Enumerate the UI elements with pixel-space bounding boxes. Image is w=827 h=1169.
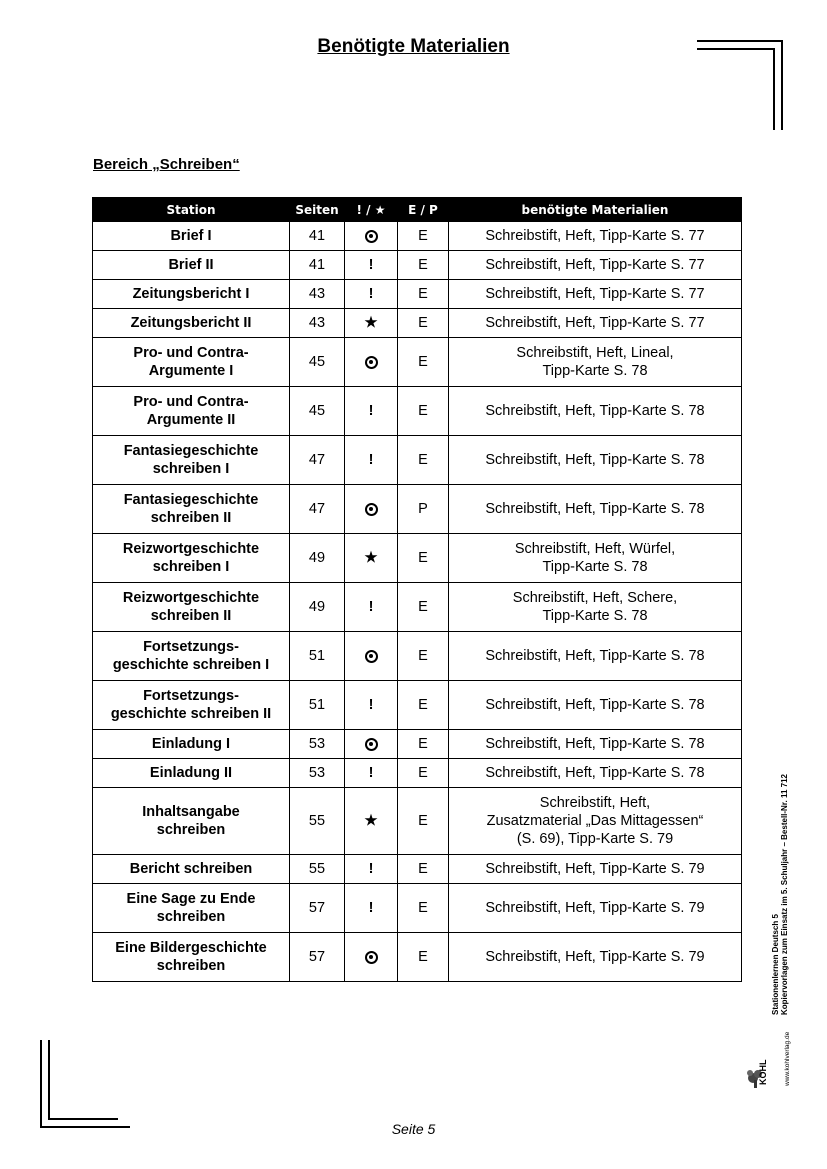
symbol-cell: [345, 884, 398, 933]
pages-cell: 43: [290, 309, 345, 338]
materials-cell: [449, 309, 742, 338]
header-symbol: ! / ★: [345, 198, 398, 222]
corner-ornament-bottom-left-inner: [48, 1040, 118, 1120]
pages-cell: 45: [290, 387, 345, 436]
station-line: schreiben II: [150, 608, 232, 624]
station-line: Brief I: [170, 228, 212, 244]
table-row: [93, 251, 742, 280]
table-header-row: [93, 198, 742, 222]
ep-cell: E: [398, 436, 449, 485]
station-line: Zeitungsbericht I: [132, 286, 250, 302]
header-station: Station: [93, 198, 290, 222]
pages-cell: 51: [290, 681, 345, 730]
station-cell: [93, 759, 290, 788]
publisher-sidebar-text: [771, 774, 789, 1015]
table-row: [93, 436, 742, 485]
table-row: [93, 681, 742, 730]
materials-line: (S. 69), Tipp-Karte S. 79: [516, 831, 674, 847]
materials-cell: [449, 583, 742, 632]
pages-cell: 57: [290, 933, 345, 982]
exclamation-icon: !: [368, 257, 374, 273]
materials-line: Schreibstift, Heft, Tipp-Karte S. 77: [485, 315, 705, 331]
pages-cell: 47: [290, 485, 345, 534]
pages-cell: 55: [290, 855, 345, 884]
station-line: geschichte schreiben I: [112, 657, 270, 673]
table-row: [93, 884, 742, 933]
header-pages: Seiten: [290, 198, 345, 222]
corner-ornament-top-right-inner: [697, 48, 775, 130]
target-circle-icon: [365, 951, 378, 964]
station-line: Eine Sage zu Ende: [126, 891, 256, 907]
symbol-cell: [345, 222, 398, 251]
materials-line: Tipp-Karte S. 78: [542, 559, 648, 575]
target-circle-icon: [365, 650, 378, 663]
pages-cell: 57: [290, 884, 345, 933]
symbol-cell: [345, 338, 398, 387]
station-line: Reizwortgeschichte: [122, 541, 260, 557]
target-circle-icon: [365, 503, 378, 516]
exclamation-icon: !: [368, 861, 374, 877]
station-cell: [93, 730, 290, 759]
table-row: [93, 855, 742, 884]
station-line: Fortsetzungs-: [143, 688, 239, 704]
symbol-cell: [345, 855, 398, 884]
materials-cell: [449, 933, 742, 982]
station-cell: [93, 251, 290, 280]
ep-cell: E: [398, 759, 449, 788]
symbol-cell: [345, 933, 398, 982]
station-cell: [93, 387, 290, 436]
ep-cell: E: [398, 534, 449, 583]
symbol-cell: [345, 387, 398, 436]
materials-cell: [449, 884, 742, 933]
table-row: [93, 788, 742, 855]
pages-cell: 49: [290, 583, 345, 632]
sidebar-line-2: Kopiervorlagen zum Einsatz im 5. Schuljahr – Bestell-Nr. 11 712: [780, 774, 789, 1015]
pages-cell: 53: [290, 730, 345, 759]
publisher-name: KOHL: [758, 1059, 768, 1085]
station-line: Inhaltsangabe: [142, 804, 240, 820]
materials-line: Schreibstift, Heft, Tipp-Karte S. 78: [485, 403, 705, 419]
target-circle-icon: [365, 738, 378, 751]
station-line: Zeitungsbericht II: [130, 315, 252, 331]
station-line: Bericht schreiben: [129, 861, 253, 877]
materials-line: Tipp-Karte S. 78: [542, 363, 648, 379]
exclamation-icon: !: [368, 403, 374, 419]
station-cell: [93, 534, 290, 583]
ep-cell: E: [398, 583, 449, 632]
table-row: [93, 583, 742, 632]
pages-cell: 45: [290, 338, 345, 387]
materials-line: Tipp-Karte S. 78: [542, 608, 648, 624]
station-cell: [93, 583, 290, 632]
materials-line: Schreibstift, Heft, Tipp-Karte S. 78: [485, 697, 705, 713]
table-row: [93, 534, 742, 583]
ep-cell: E: [398, 788, 449, 855]
station-line: Einladung II: [149, 765, 233, 781]
station-cell: [93, 222, 290, 251]
symbol-cell: [345, 436, 398, 485]
station-cell: [93, 280, 290, 309]
station-line: schreiben II: [150, 510, 232, 526]
star-icon: ★: [364, 813, 378, 829]
table-row: [93, 280, 742, 309]
ep-cell: E: [398, 251, 449, 280]
station-cell: [93, 309, 290, 338]
symbol-cell: [345, 788, 398, 855]
materials-cell: [449, 730, 742, 759]
ep-cell: E: [398, 933, 449, 982]
exclamation-icon: !: [368, 765, 374, 781]
symbol-cell: [345, 534, 398, 583]
ep-cell: E: [398, 632, 449, 681]
ep-cell: E: [398, 338, 449, 387]
ep-cell: E: [398, 387, 449, 436]
station-line: schreiben: [156, 958, 226, 974]
pages-cell: 43: [290, 280, 345, 309]
station-cell: [93, 884, 290, 933]
table-row: [93, 759, 742, 788]
materials-line: Schreibstift, Heft, Tipp-Karte S. 79: [485, 861, 705, 877]
ep-cell: P: [398, 485, 449, 534]
target-circle-icon: [365, 230, 378, 243]
symbol-cell: [345, 759, 398, 788]
pages-cell: 41: [290, 222, 345, 251]
materials-line: Schreibstift, Heft, Tipp-Karte S. 79: [485, 949, 705, 965]
ep-cell: E: [398, 884, 449, 933]
page-title: Benötigte Materialien: [317, 36, 510, 57]
table-row: [93, 485, 742, 534]
pages-cell: 55: [290, 788, 345, 855]
materials-line: Schreibstift, Heft, Tipp-Karte S. 79: [485, 900, 705, 916]
station-line: Argumente I: [148, 363, 234, 379]
table-row: [93, 309, 742, 338]
materials-line: Schreibstift, Heft, Tipp-Karte S. 77: [485, 286, 705, 302]
header-ep: E / P: [398, 198, 449, 222]
section-title: Bereich „Schreiben“: [93, 156, 240, 173]
station-cell: [93, 933, 290, 982]
station-line: Pro- und Contra-: [133, 345, 249, 361]
symbol-cell: [345, 583, 398, 632]
station-line: schreiben I: [152, 461, 230, 477]
station-line: Fortsetzungs-: [143, 639, 239, 655]
table-row: [93, 730, 742, 759]
ep-cell: E: [398, 309, 449, 338]
materials-cell: [449, 436, 742, 485]
station-cell: [93, 338, 290, 387]
materials-line: Schreibstift, Heft, Tipp-Karte S. 78: [485, 452, 705, 468]
materials-cell: [449, 681, 742, 730]
station-line: Eine Bildergeschichte: [115, 940, 267, 956]
ep-cell: E: [398, 681, 449, 730]
station-cell: [93, 855, 290, 884]
materials-line: Schreibstift, Heft, Tipp-Karte S. 77: [485, 228, 705, 244]
symbol-cell: [345, 730, 398, 759]
materials-cell: [449, 855, 742, 884]
station-line: Fantasiegeschichte: [123, 492, 259, 508]
pages-cell: 47: [290, 436, 345, 485]
symbol-cell: [345, 485, 398, 534]
materials-line: Schreibstift, Heft, Tipp-Karte S. 78: [485, 765, 705, 781]
exclamation-icon: !: [368, 286, 374, 302]
station-cell: [93, 632, 290, 681]
station-line: schreiben I: [152, 559, 230, 575]
ep-cell: E: [398, 730, 449, 759]
publisher-website: www.kohlverlag.de: [784, 1031, 791, 1086]
materials-line: Schreibstift, Heft, Schere,: [512, 590, 678, 606]
pages-cell: 41: [290, 251, 345, 280]
pages-cell: 51: [290, 632, 345, 681]
materials-line: Schreibstift, Heft, Tipp-Karte S. 77: [485, 257, 705, 273]
materials-cell: [449, 485, 742, 534]
station-cell: [93, 681, 290, 730]
symbol-cell: [345, 280, 398, 309]
materials-cell: [449, 759, 742, 788]
station-cell: [93, 436, 290, 485]
symbol-cell: [345, 681, 398, 730]
materials-cell: [449, 387, 742, 436]
materials-line: Zusatzmaterial „Das Mittagessen“: [486, 813, 704, 829]
ep-cell: E: [398, 855, 449, 884]
station-line: Argumente II: [146, 412, 236, 428]
table-row: [93, 632, 742, 681]
materials-cell: [449, 280, 742, 309]
pages-cell: 49: [290, 534, 345, 583]
star-icon: ★: [364, 315, 378, 331]
station-line: Reizwortgeschichte: [122, 590, 260, 606]
station-line: schreiben: [156, 909, 226, 925]
station-line: Fantasiegeschichte: [123, 443, 259, 459]
materials-line: Schreibstift, Heft, Tipp-Karte S. 78: [485, 736, 705, 752]
materials-line: Schreibstift, Heft, Lineal,: [516, 345, 674, 361]
materials-line: Schreibstift, Heft, Würfel,: [514, 541, 676, 557]
pages-cell: 53: [290, 759, 345, 788]
station-cell: [93, 485, 290, 534]
symbol-cell: [345, 309, 398, 338]
header-materials: benötigte Materialien: [449, 198, 742, 222]
table-row: [93, 222, 742, 251]
table-row: [93, 338, 742, 387]
star-icon: ★: [364, 550, 378, 566]
table-row: [93, 387, 742, 436]
exclamation-icon: !: [368, 599, 374, 615]
station-line: schreiben: [156, 822, 226, 838]
materials-line: Schreibstift, Heft, Tipp-Karte S. 78: [485, 648, 705, 664]
table-body: [93, 222, 742, 982]
materials-cell: [449, 251, 742, 280]
station-line: Einladung I: [151, 736, 231, 752]
sidebar-line-1: Stationenlernen Deutsch 5: [771, 914, 780, 1015]
materials-cell: [449, 338, 742, 387]
materials-cell: [449, 632, 742, 681]
materials-line: Schreibstift, Heft, Tipp-Karte S. 78: [485, 501, 705, 517]
target-circle-icon: [365, 356, 378, 369]
exclamation-icon: !: [368, 697, 374, 713]
materials-line: Schreibstift, Heft,: [539, 795, 651, 811]
page-number: Seite 5: [391, 1121, 436, 1137]
ep-cell: E: [398, 222, 449, 251]
station-line: Pro- und Contra-: [133, 394, 249, 410]
table-row: [93, 933, 742, 982]
station-line: geschichte schreiben II: [110, 706, 272, 722]
symbol-cell: [345, 632, 398, 681]
symbol-cell: [345, 251, 398, 280]
materials-cell: [449, 534, 742, 583]
exclamation-icon: !: [368, 452, 374, 468]
station-line: Brief II: [168, 257, 214, 273]
station-cell: [93, 788, 290, 855]
materials-table: [92, 197, 742, 982]
ep-cell: E: [398, 280, 449, 309]
materials-cell: [449, 788, 742, 855]
materials-cell: [449, 222, 742, 251]
exclamation-icon: !: [368, 900, 374, 916]
